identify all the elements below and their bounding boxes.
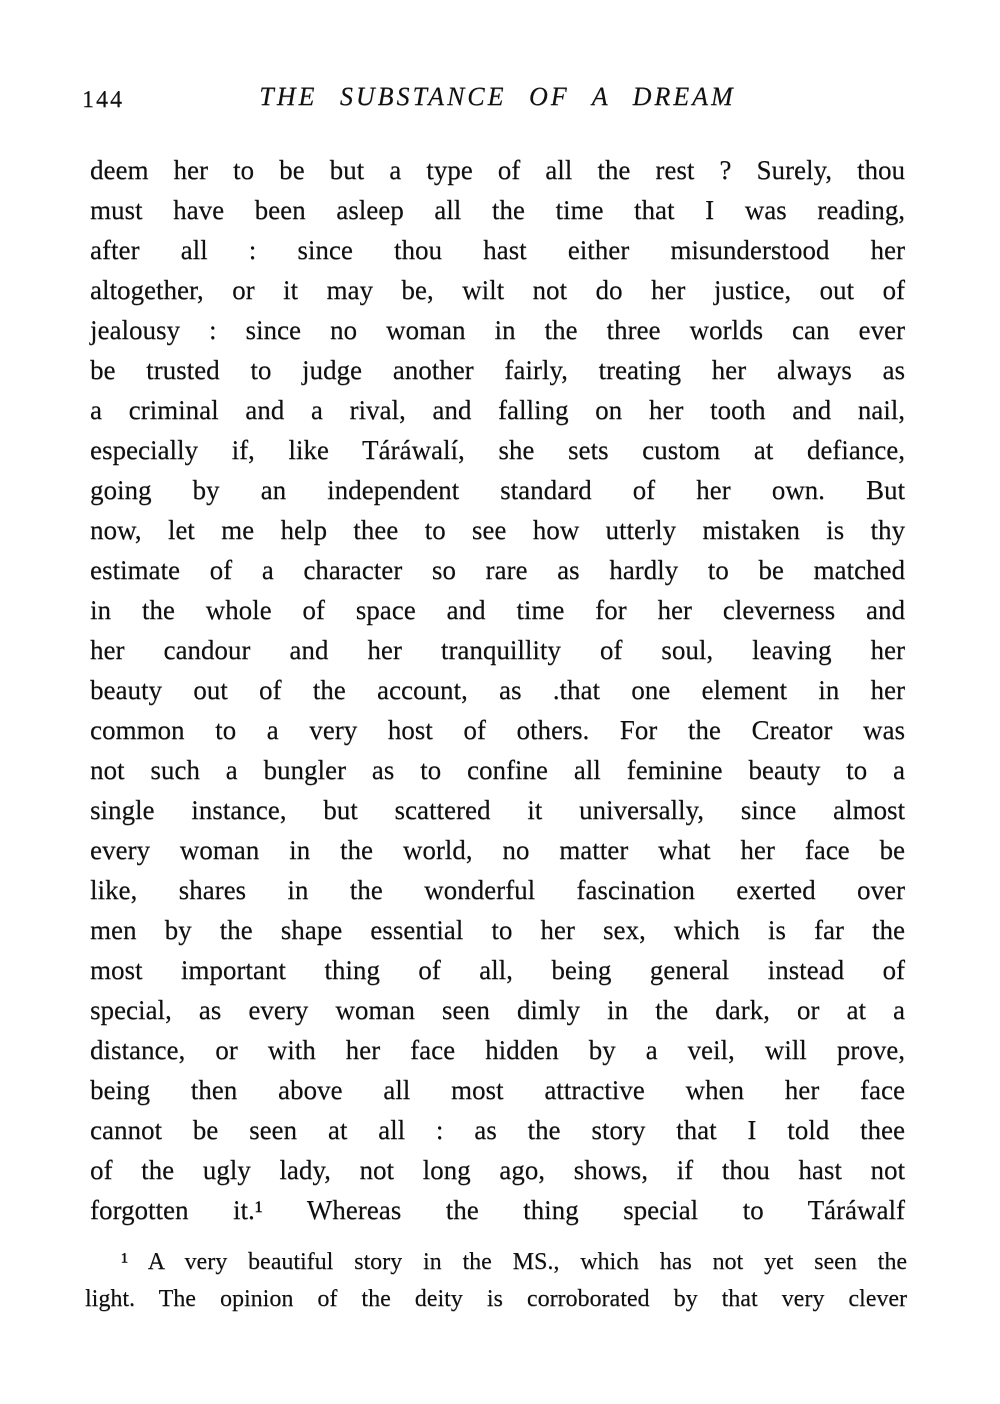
body-line: now, let me help thee to see how utterly mistaken is thy — [90, 515, 905, 545]
page-footnote — [85, 1244, 907, 1318]
body-line: after all : since thou hast either misunderstood her — [90, 235, 905, 265]
body-line: every woman in the world, no matter what her face be — [90, 835, 905, 865]
page-body — [90, 150, 905, 1230]
body-line: being then above all most attractive when her face — [90, 1075, 905, 1105]
body-line: jealousy : since no woman in the three worlds can ever — [90, 315, 905, 345]
running-title: THE SUBSTANCE OF A DREAM — [259, 82, 736, 111]
body-line: a criminal and a rival, and falling on her tooth and nail, — [90, 395, 905, 425]
body-line: be trusted to judge another fairly, treating her always as — [90, 355, 905, 385]
body-line: single instance, but scattered it universally, since almost — [90, 795, 905, 825]
body-line: men by the shape essential to her sex, which is far the — [90, 915, 905, 945]
body-line: forgotten it.¹ Whereas the thing special to Táráwalf — [90, 1195, 905, 1225]
body-line: estimate of a character so rare as hardly to be matched — [90, 555, 905, 585]
body-line: special, as every woman seen dimly in the dark, or at a — [90, 995, 905, 1025]
body-line: of the ugly lady, not long ago, shows, if thou hast not — [90, 1155, 905, 1185]
body-line: not such a bungler as to confine all feminine beauty to a — [90, 755, 905, 785]
page-header — [82, 82, 905, 120]
body-line: her candour and her tranquillity of soul, leaving her — [90, 635, 905, 665]
body-line: cannot be seen at all : as the story that I told thee — [90, 1115, 905, 1145]
body-line: in the whole of space and time for her cleverness and — [90, 595, 905, 625]
body-line: beauty out of the account, as .that one element in her — [90, 675, 905, 705]
body-line: must have been asleep all the time that I was reading, — [90, 195, 905, 225]
body-line: most important thing of all, being general instead of — [90, 955, 905, 985]
body-line: like, shares in the wonderful fascination exerted over — [90, 875, 905, 905]
page-number: 144 — [82, 87, 124, 113]
footnote-line: ¹ A very beautiful story in the MS., which has not yet seen the — [121, 1249, 907, 1275]
body-line: altogether, or it may be, wilt not do her justice, out of — [90, 275, 905, 305]
footnote-line: light. The opinion of the deity is corroborated by that very clever — [85, 1286, 907, 1312]
body-line: going by an independent standard of her own. But — [90, 475, 905, 505]
body-line: common to a very host of others. For the Creator was — [90, 715, 905, 745]
body-line: especially if, like Táráwalí, she sets custom at defiance, — [90, 435, 905, 465]
body-line: distance, or with her face hidden by a veil, will prove, — [90, 1035, 905, 1065]
body-line: deem her to be but a type of all the rest ? Surely, thou — [90, 155, 905, 185]
